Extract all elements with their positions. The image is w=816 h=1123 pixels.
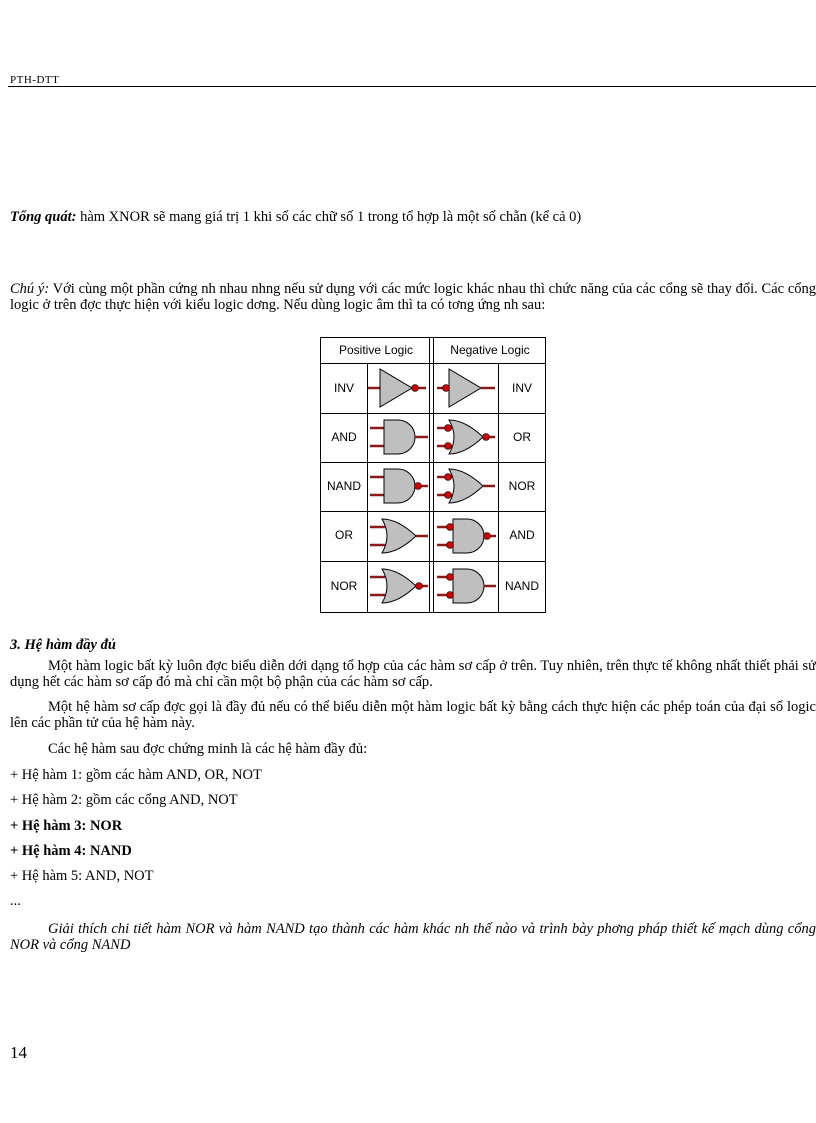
- list-item: + Hệ hàm 3: NOR: [10, 818, 123, 834]
- list-item: + Hệ hàm 1: gồm các hàm AND, OR, NOT: [10, 767, 262, 783]
- row-label-right: NOR: [508, 479, 536, 493]
- page-header: PTH-DTT: [10, 74, 60, 86]
- page-number: 14: [10, 1043, 27, 1062]
- section-title: 3. Hệ hàm đầy đủ: [10, 637, 116, 653]
- general-text: hàm XNOR sẽ mang giá trị 1 khi số các chữ số 1 trong tổ hợp là một số chẵn (kể cả 0): [76, 209, 582, 225]
- list-item: + Hệ hàm 2: gồm các cổng AND, NOT: [10, 792, 238, 808]
- header-negative-logic: Negative Logic: [450, 343, 530, 357]
- row-label-right: NAND: [504, 579, 540, 593]
- row-label-right: AND: [509, 528, 535, 542]
- note-paragraph: [10, 281, 816, 313]
- header-positive-logic: Positive Logic: [338, 343, 414, 357]
- general-paragraph: [10, 209, 816, 225]
- section-paragraph: Một hàm logic bất kỳ luôn đợc biểu diễn dới dạng tổ hợp của các hàm sơ cấp ở trên. Tuy nhiên, trên thực tế không nhất thiết phải sử dụng hết các hàm sơ cấp đó mà chỉ cần một bộ phận của các hàm sơ cấp.: [10, 658, 816, 690]
- row-label-left: AND: [331, 430, 357, 444]
- note-text: Với cùng một phần cứng nh nhau nhng nếu sử dụng với các mức logic khác nhau thì chức năng của các cổng sẽ thay đổi. Các cổng logic ở trên đợc thực hiện với kiểu logic dơng. Nếu dùng logic âm thì ta có tơng ứng nh sau:: [10, 281, 816, 313]
- header-rule: [8, 86, 816, 87]
- section-paragraph: Một hệ hàm sơ cấp đợc gọi là đầy đủ nếu có thể biểu diễn một hàm logic bất kỳ bằng cách thực hiện các phép toán của đại số logic lên các phần tử của hệ hàm này.: [10, 699, 816, 731]
- list-item: + Hệ hàm 5: AND, NOT: [10, 868, 154, 884]
- row-label-left: OR: [335, 528, 353, 542]
- general-label: Tổng quát:: [10, 209, 77, 225]
- exercise-paragraph: Giải thích chi tiết hàm NOR và hàm NAND tạo thành các hàm khác nh thế nào và trình bày phơng pháp thiết kế mạch dùng cổng NOR và cổng NAND: [10, 921, 816, 953]
- row-label-right: OR: [513, 430, 531, 444]
- note-label: Chú ý:: [10, 281, 50, 297]
- list-item: + Hệ hàm 4: NAND: [10, 843, 132, 859]
- ellipsis: ...: [10, 893, 21, 909]
- logic-gate-table: [320, 337, 546, 613]
- row-label-left: NOR: [330, 579, 358, 593]
- row-label-right: INV: [511, 381, 533, 395]
- row-label-left: INV: [333, 381, 355, 395]
- section-paragraph: Các hệ hàm sau đợc chứng minh là các hệ hàm đầy đủ:: [48, 741, 368, 757]
- row-label-left: NAND: [326, 479, 362, 493]
